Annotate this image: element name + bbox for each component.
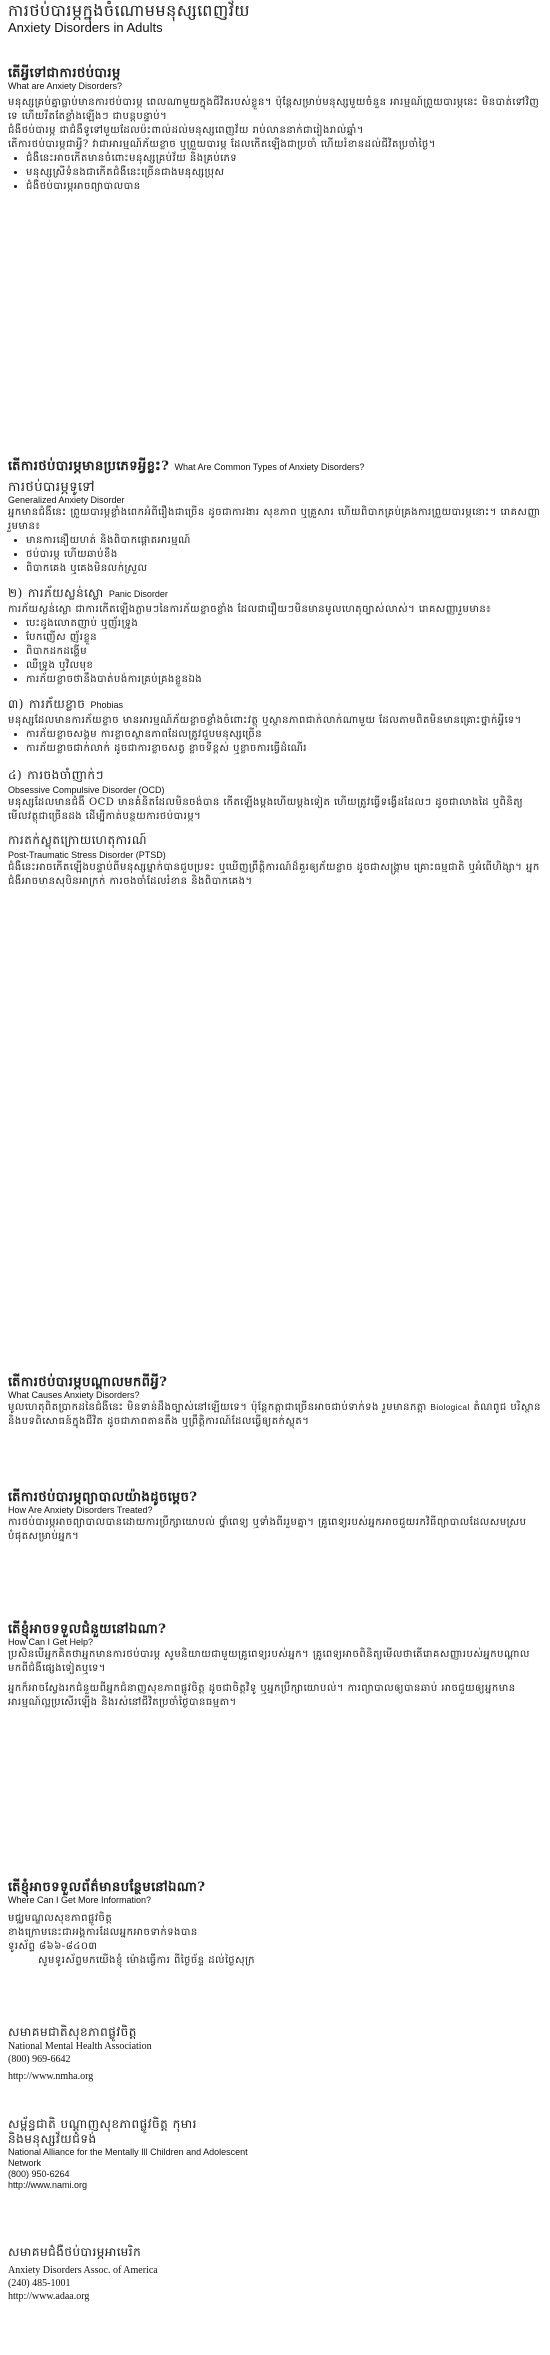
org-name-khmer: សម្ព័ន្ធជាតិ បណ្តាញសុខភាពផ្លូវចិត្ត កុមារ — [8, 2117, 197, 2131]
section-heading-khmer: តើការថប់បារម្ភព្យាបាលយ៉ាងដូចម្តេច? — [8, 1490, 198, 1505]
document-header — [8, 2, 542, 35]
paragraph: ជំងឺថប់បារម្ភ ជាជំងឺទូទៅមួយដែលប៉ះពាល់ដល់មនុស្សពេញវ័យ រាប់លាននាក់ជារៀងរាល់ឆ្នាំ។ — [8, 125, 364, 136]
section-heading-khmer: តើការថប់បារម្ភមានប្រភេទអ្វីខ្លះ? — [8, 459, 170, 474]
paragraph-part: តំណពូជ បរិស្ថាន និងបទពិសោធន៍ក្នុងជីវិត ដូចជាភាពតានតឹង ឬព្រឹត្តិការណ៍ដែលធ្វើឲ្យតក់ស្លុត។ — [8, 1402, 541, 1427]
paragraph: អ្នកមានជំងឺនេះ ព្រួយបារម្ភខ្លាំងពេកអំពីរឿងជាច្រើន ដូចជាការងារ សុខភាព ឬគ្រួសារ ហើយពិបាកគ្រប់គ្រងការព្រួយបារម្ភនោះ។ រោគសញ្ញារួមមាន៖ — [8, 507, 541, 532]
paragraph: ការថប់បារម្ភអាចព្យាបាលបានដោយការប្រឹក្សាយោបល់ ថ្នាំពេទ្យ ឬទាំងពីររួមគ្នា។ គ្រូពេទ្យរបស់អ្នកអាចជួយរកវិធីព្យាបាលដែលសមស្របបំផុតសម្រាប់អ្នក។ — [8, 1517, 527, 1542]
org-name-english: Anxiety Disorders Assoc. of America — [8, 2265, 158, 2276]
section-heading — [8, 455, 542, 474]
info-line: មជ្ឈមណ្ឌលសុខភាពផ្លូវចិត្ត — [8, 1913, 113, 1924]
type-title — [8, 582, 542, 603]
org-website-link[interactable]: http://www.nmha.org — [8, 2071, 94, 2082]
type-title-khmer: ការតក់ស្លុតក្រោយហេតុការណ៍ — [8, 833, 147, 847]
title-english: Anxiety Disorders in Adults — [8, 20, 163, 35]
paragraph: ការភ័យស្លន់ស្លោ ជាការកើតឡើងភ្លាមៗនៃការភ័យខ្លាចខ្លាំង ដែលជារឿយៗមិនមានមូលហេតុច្បាស់លាស់។ រោគសញ្ញារួមមាន៖ — [8, 604, 492, 615]
list-item: • ជំងឺថប់បារម្ភអាចព្យាបាលបាន — [26, 180, 542, 194]
section-heading-english: How Are Anxiety Disorders Treated? — [8, 1505, 153, 1515]
org-name-khmer-line2: និងមនុស្សវ័យជំទង់ — [8, 2132, 97, 2146]
term-english: Biological — [430, 1403, 470, 1412]
item-number: ២) — [8, 586, 23, 600]
paragraph: អ្នកក៏អាចស្វែងរកជំនួយពីអ្នកជំនាញសុខភាពផ្លូវចិត្ត ដូចជាចិត្តវិទូ ឬអ្នកប្រឹក្សាយោបល់។ ការព្យាបាលឲ្យបានឆាប់ អាចជួយឲ្យអ្នកមានអារម្មណ៍ល្អប្រសើរឡើង និងរស់នៅជីវិតប្រចាំថ្ងៃបានធម្មតា។ — [8, 1683, 516, 1708]
item-number: ៤) — [8, 768, 23, 782]
bullet-list — [8, 152, 542, 194]
paragraph: មនុស្សដែលមានការភ័យខ្លាច មានអារម្មណ៍ភ័យខ្លាចខ្លាំងចំពោះវត្ថុ ឬស្ថានភាពជាក់លាក់ណាមួយ ដែលតាមពិតមិនមានគ្រោះថ្នាក់អ្វីទេ។ — [8, 715, 522, 726]
section-types — [8, 455, 542, 889]
info-line: សូមទូរស័ព្ទមកយើងខ្ញុំ ម៉ោងធ្វើការ ពីថ្ងៃច័ន្ទ ដល់ថ្ងៃសុក្រ — [38, 1955, 255, 1966]
org-name-english: National Alliance for the Mentally Ill Children and Adolescent Network — [8, 2147, 248, 2168]
list-item: • មនុស្សស្រីទំនងជាកើតជំងឺនេះច្រើនជាងមនុស្សប្រុស — [26, 166, 542, 180]
item-number: ៣) — [8, 697, 24, 711]
paragraph — [8, 1401, 542, 1429]
type-title-english: Obsessive Compulsive Disorder (OCD) — [8, 785, 165, 795]
type-title-khmer: ការថប់បារម្ភទូទៅ — [8, 480, 96, 495]
type-title — [8, 693, 542, 714]
section-heading-english: What are Anxiety Disorders? — [8, 81, 123, 91]
list-item: • ការភ័យខ្លាចថានឹងបាត់បង់ការគ្រប់គ្រងខ្លួនឯង — [26, 673, 542, 687]
section-heading-english: What Causes Anxiety Disorders? — [8, 1390, 140, 1400]
section-heading-khmer: តើខ្ញុំអាចទទួលព័ត៌មានបន្ថែមនៅឯណា? — [8, 1880, 206, 1895]
section-info — [8, 1880, 542, 1968]
org-name-khmer: សមាគមជាតិសុខភាពផ្លូវចិត្ត — [8, 2025, 137, 2039]
type-item-ptsd — [8, 832, 542, 889]
section-heading-khmer: តើខ្ញុំអាចទទួលជំនួយនៅឯណា? — [8, 1622, 167, 1637]
list-item: • ការភ័យខ្លាចជាក់លាក់ ដូចជាការខ្លាចសត្វ ខ្លាចទីខ្ពស់ ឬខ្លាចការធ្វើដំណើរ — [26, 742, 542, 756]
section-help — [8, 1622, 542, 1710]
bullet-list — [8, 728, 542, 756]
section-heading-english: Where Can I Get More Information? — [8, 1895, 152, 1905]
list-item: • ថប់បារម្ភ ហើយឆាប់ខឹង — [26, 548, 542, 562]
org-adaa — [8, 2245, 542, 2303]
info-line: ទូរស័ព្ទ ៨៦៦-៨៤០៣ — [8, 1941, 98, 1952]
section-what — [8, 66, 542, 194]
org-phone: (800) 969-6642 — [8, 2054, 71, 2065]
org-phone: (800) 950-6264 — [8, 2169, 70, 2179]
paragraph: ប្រសិនបើអ្នកគិតថាអ្នកមានការថប់បារម្ភ សូមនិយាយជាមួយគ្រូពេទ្យរបស់អ្នក។ គ្រូពេទ្យអាចពិនិត្យមើលថាតើរោគសញ្ញារបស់អ្នកបណ្តាលមកពីជំងឺផ្សេងទៀតឬទេ។ — [8, 1649, 530, 1674]
type-title-khmer: ការភ័យស្លន់ស្លោ — [27, 586, 104, 600]
paragraph: ជំងឺនេះអាចកើតឡើងបន្ទាប់ពីមនុស្សម្នាក់បានជួបប្រទះ ឬឃើញព្រឹត្តិការណ៍ដ៏គួរឲ្យភ័យខ្លាច ដូចជាសង្គ្រាម គ្រោះធម្មជាតិ ឬអំពើហិង្សា។ អ្នកជំងឺអាចមានសុបិនអាក្រក់ ការចងចាំដែលរំខាន និងពិបាកគេង។ — [8, 862, 540, 887]
org-website-link[interactable]: http://www.nami.org — [8, 2180, 88, 2190]
bullet-list — [8, 617, 542, 687]
list-item: • ពិបាកដកដង្ហើម — [26, 645, 542, 659]
paragraph: តើការថប់បារម្ភជាអ្វី? វាជាអារម្មណ៍ភ័យខ្លាច ឬព្រួយបារម្ភ ដែលកើតឡើងជាប្រចាំ ហើយរំខានដល់ជីវិតប្រចាំថ្ងៃ។ — [8, 139, 436, 150]
type-item-panic — [8, 582, 542, 687]
type-item-generalized — [8, 480, 542, 576]
list-item: • ជំងឺនេះអាចកើតមានចំពោះមនុស្សគ្រប់វ័យ និងគ្រប់ភេទ — [26, 152, 542, 166]
section-treated — [8, 1490, 542, 1544]
org-name-english: National Mental Health Association — [8, 2041, 152, 2052]
type-item-ocd — [8, 764, 542, 824]
type-title-english: Generalized Anxiety Disorder — [8, 495, 125, 505]
section-heading-khmer: តើអ្វីទៅជាការថប់បារម្ភ — [8, 66, 121, 81]
type-title-khmer: ការភ័យខ្លាច — [29, 697, 86, 711]
list-item: • ការភ័យខ្លាចសង្គម ការខ្លាចស្ថានភាពដែលត្រូវជួបមនុស្សច្រើន — [26, 728, 542, 742]
section-heading-english: How Can I Get Help? — [8, 1637, 94, 1647]
type-item-phobias — [8, 693, 542, 756]
type-title-khmer: ការចងចាំញាក់ៗ — [27, 768, 104, 782]
list-item: • ពិបាកគេង ឬគេងមិនលក់ស្រួល — [26, 562, 542, 576]
list-item: • បេះដូងលោតញាប់ ឬញ័រទ្រូង — [26, 617, 542, 631]
type-title-english: Phobias — [90, 700, 123, 710]
section-causes — [8, 1375, 542, 1429]
type-title-english: Panic Disorder — [108, 589, 168, 599]
bullet-list — [8, 534, 542, 576]
type-title — [8, 764, 542, 785]
org-nami — [8, 2117, 542, 2191]
section-heading-khmer: តើការថប់បារម្ភបណ្តាលមកពីអ្វី? — [8, 1375, 168, 1390]
org-phone: (240) 485-1001 — [8, 2278, 71, 2289]
paragraph: មនុស្សគ្រប់គ្នាធ្លាប់មានការថប់បារម្ភ ពេលណាមួយក្នុងជីវិតរបស់ខ្លួន។ ប៉ុន្តែសម្រាប់មនុស្សមួយចំនួន អារម្មណ៍ព្រួយបារម្ភនេះ មិនបាត់ទៅវិញទេ ហើយរឹតតែខ្លាំងឡើងៗ ជាបន្តបន្ទាប់។ — [8, 97, 540, 122]
list-item: • បែកញើស ញ័រខ្លួន — [26, 631, 542, 645]
type-title-english: Post-Traumatic Stress Disorder (PTSD) — [8, 850, 166, 860]
title-khmer: ការថប់បារម្ភក្នុងចំណោមមនុស្សពេញវ័យ — [8, 1, 250, 20]
section-heading-english: What Are Common Types of Anxiety Disorders? — [174, 462, 365, 472]
list-item: • ឈឺទ្រូង ឬវិលមុខ — [26, 659, 542, 673]
list-item: • មានការនឿយហត់ និងពិបាកផ្តោតអារម្មណ៍ — [26, 534, 542, 548]
org-website-link[interactable]: http://www.adaa.org — [8, 2291, 90, 2302]
paragraph-part: មូលហេតុពិតប្រាកដនៃជំងឺនេះ មិនទាន់ដឹងច្បាស់នៅឡើយទេ។ ប៉ុន្តែកត្តាជាច្រើនអាចជាប់ទាក់ទង រួមមានកត្តា — [8, 1402, 427, 1413]
org-name-khmer: សមាគមជំងឺថប់បារម្ភអាមេរិក — [8, 2245, 142, 2259]
org-nmha — [8, 2025, 542, 2083]
info-line: ខាងក្រោមនេះជាអង្គការដែលអ្នកអាចទាក់ទងបាន — [8, 1927, 198, 1938]
paragraph: មនុស្សដែលមានជំងឺ OCD មានគំនិតដែលមិនចង់បាន កើតឡើងម្តងហើយម្តងទៀត ហើយត្រូវធ្វើទង្វើដដែលៗ ដូចជាលាងដៃ ឬពិនិត្យមើលវត្ថុជាច្រើនដង ដើម្បីកាត់បន្ថយការថប់បារម្ភ។ — [8, 797, 524, 822]
